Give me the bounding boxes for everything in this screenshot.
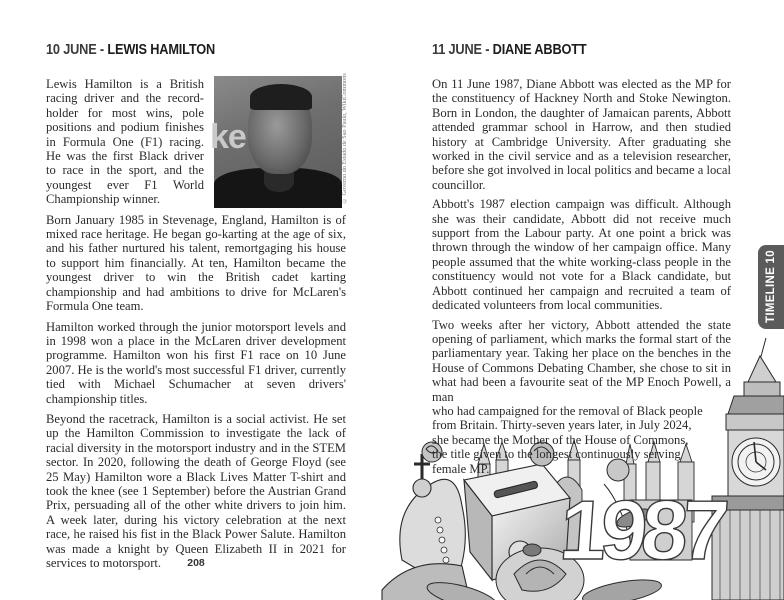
timeline-side-tab xyxy=(758,245,784,329)
paragraph-final-line: from Britain. Thirty-seven years later, in July 2024, xyxy=(432,418,692,433)
paragraph-final-full: Two weeks after her victory, Abbott attended the state opening of parliament, which marks the formal start of the parliamentary year. Taking her place on the benches in the House of Commons Debating Chamber, she chose to sit in what had been a favourite seat of the MP Enoch Powell, a man xyxy=(432,317,731,404)
paragraph-final-line: she became the Mother of the House of Commons, xyxy=(432,432,689,447)
paragraph: Lewis Hamilton is a British racing driver and the record-holder for most wins, pole positions and podium finishes in Formula One (F1) racing. He was the first Black driver to race in the sport, and the youngest ever F1 World Championship winner. xyxy=(46,77,204,207)
paragraph: Hamilton worked through the junior motorsport levels and in 1998 won a place in the McLaren driver development programme. Hamilton won his first F1 race on 10 June 2007. He is the world's most successful F1 driver, currently tied with Michael Schumacher at seven drivers' championship titles. xyxy=(46,319,346,406)
paragraph-final-line: female MP. xyxy=(432,461,490,476)
photo-collar xyxy=(264,172,294,192)
paragraph-final-line: the title given to the longest continuously serving xyxy=(432,447,681,462)
year-1987-lettering: 1987 xyxy=(556,483,727,577)
photo-background-text: ke xyxy=(210,118,246,156)
left-page-heading xyxy=(46,42,215,58)
right-page-body xyxy=(432,77,731,481)
paragraph-final-line: who had campaigned for the removal of Black people xyxy=(432,403,703,418)
paragraph: Beyond the racetrack, Hamilton is a social activist. He set up the Hamilton Commission to investigate the lack of racial diversity in the motorsport industry and in the STEM sector. In 2020, following the death of George Floyd (see 25 May) Hamilton wore a Black Lives Matter T-shirt and took the knee (see 1 September) before the Austrian Grand Prix, persuading all of the other white drivers to join him. A week later, during his victory celebration at the next race, he raised his fist in the Black Power Salute. Hamilton was made a knight by Queen Elizabeth II in 2021 for services to motorsport. xyxy=(46,411,346,570)
heading-date: 10 JUNE - xyxy=(46,42,108,58)
hamilton-photo xyxy=(210,76,342,204)
paragraph: On 11 June 1987, Diane Abbott was elected as the MP for the constituency of Hackney North and Stoke Newington. Born in London, the daughter of Jamaican parents, Abbott attended grammar school in Harrow, and then studied history at Cambridge University. After graduating she worked in the civil service and as a television researcher, before she got involved in local politics and became a local councillor. xyxy=(432,77,731,192)
hamilton-photo-figure xyxy=(210,73,348,204)
paragraph-final xyxy=(432,318,731,476)
page-number: 208 xyxy=(187,557,205,569)
left-page-body xyxy=(46,73,348,576)
paragraph: Abbott's 1987 election campaign was difficult. Although she was their candidate, Abbott did not receive much support from the Labour party. At one point a brick was thrown through the window of her campaign office. Many people assumed that the white working-class people in the constituency would not vote for a Black candidate, but Abbott continued her campaign and recruited a team of dedicated volunteers from local communities. xyxy=(432,197,731,313)
photo-credit: © Governo do Estado de Sao Paulo, WikiCommons xyxy=(341,73,348,204)
right-page-heading xyxy=(432,42,586,58)
heading-date: 11 JUNE - xyxy=(432,42,493,58)
paragraph: Born January 1985 in Stevenage, England, Hamilton is of mixed race heritage. He began go-karting at the age of six, and his father nurtured his talent, remortgaging his house to support him financially. At ten, Hamilton became the youngest driver to win the British cadet karting championship and had ambitions to drive for McLaren's Formula One team. xyxy=(46,212,346,314)
timeline-tab-label: TIMELINE 10 xyxy=(765,250,777,324)
right-page xyxy=(392,0,784,600)
heading-name: LEWIS HAMILTON xyxy=(107,42,216,58)
photo-hair xyxy=(250,84,312,110)
heading-name: DIANE ABBOTT xyxy=(492,42,587,58)
